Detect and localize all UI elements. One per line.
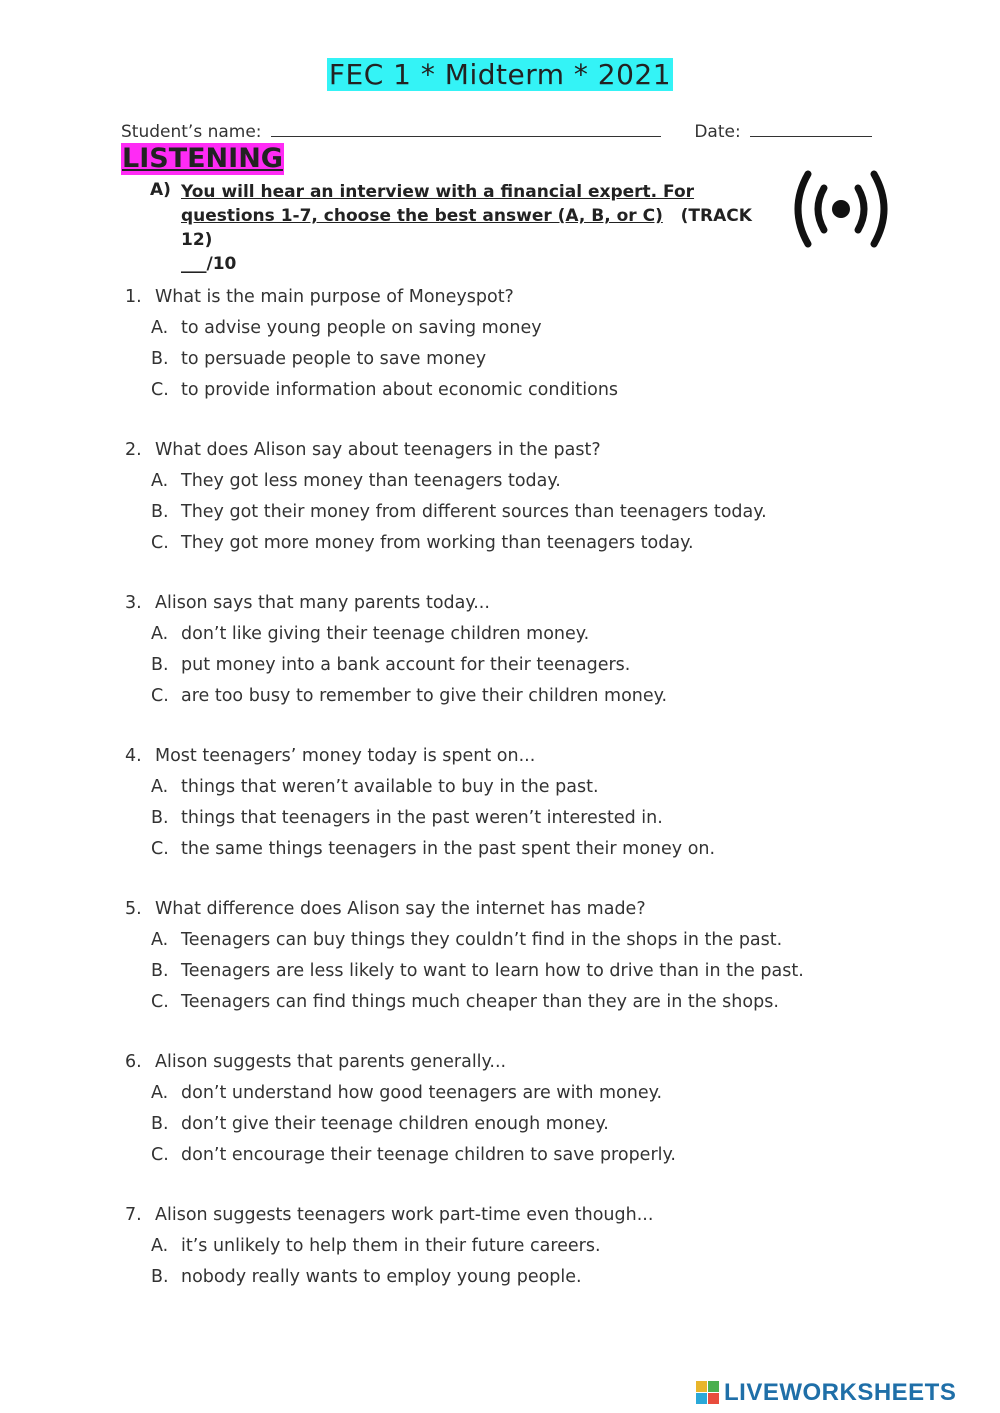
option-text: Teenagers are less likely to want to learn how to drive than in the past. — [181, 961, 804, 981]
question-item — [125, 588, 885, 712]
question-stem — [125, 1200, 885, 1231]
track-label: (TRACK 12) — [181, 206, 752, 250]
question-text: Alison says that many parents today... — [155, 593, 490, 613]
option-text: are too busy to remember to give their children money. — [181, 686, 668, 706]
option-letter: C. — [151, 839, 169, 859]
question-number: 1. — [125, 287, 142, 307]
question-item — [125, 282, 885, 406]
answer-option[interactable] — [125, 1262, 885, 1293]
option-letter: B. — [151, 655, 169, 675]
instruction-line-2: questions 1-7, choose the best answer (A, B, or C) — [181, 206, 663, 226]
question-stem — [125, 435, 885, 466]
answer-option[interactable] — [125, 925, 885, 956]
option-letter: A. — [151, 930, 169, 950]
question-item — [125, 1047, 885, 1171]
answer-option[interactable] — [125, 497, 885, 528]
question-stem — [125, 282, 885, 313]
title-text: FEC 1 * Midterm * 2021 — [328, 58, 672, 91]
question-number: 7. — [125, 1205, 142, 1225]
option-text: to persuade people to save money — [181, 349, 487, 369]
student-name-label: Student’s name: — [121, 122, 262, 142]
option-letter: C. — [151, 380, 169, 400]
option-text: They got less money than teenagers today. — [181, 471, 561, 491]
question-number: 6. — [125, 1052, 142, 1072]
question-item — [125, 435, 885, 559]
option-letter: C. — [151, 686, 169, 706]
option-text: don’t give their teenage children enough money. — [181, 1114, 609, 1134]
option-text: don’t encourage their teenage children to save properly. — [181, 1145, 676, 1165]
question-text: Alison suggests that parents generally... — [155, 1052, 507, 1072]
option-letter: C. — [151, 992, 169, 1012]
student-name-blank[interactable] — [271, 120, 661, 137]
student-info-line — [121, 120, 881, 142]
option-text: things that teenagers in the past weren’t interested in. — [181, 808, 663, 828]
answer-option[interactable] — [125, 803, 885, 834]
answer-option[interactable] — [125, 681, 885, 712]
option-letter: A. — [151, 471, 169, 491]
option-letter: A. — [151, 1083, 169, 1103]
answer-option[interactable] — [125, 466, 885, 497]
option-letter: B. — [151, 502, 169, 522]
option-letter: A. — [151, 1236, 169, 1256]
option-letter: B. — [151, 808, 169, 828]
question-item — [125, 894, 885, 1018]
answer-option[interactable] — [125, 650, 885, 681]
logo-text: LIVEWORKSHEETS — [724, 1379, 957, 1406]
question-list — [125, 282, 885, 1322]
question-stem — [125, 588, 885, 619]
option-text: They got more money from working than teenagers today. — [181, 533, 694, 553]
answer-option[interactable] — [125, 1140, 885, 1171]
answer-option[interactable] — [125, 344, 885, 375]
option-text: put money into a bank account for their teenagers. — [181, 655, 631, 675]
option-letter: B. — [151, 349, 169, 369]
page-title — [0, 58, 1000, 92]
option-text: Teenagers can buy things they couldn’t find in the shops in the past. — [181, 930, 783, 950]
date-blank[interactable] — [750, 120, 872, 137]
question-number: 5. — [125, 899, 142, 919]
option-letter: A. — [151, 777, 169, 797]
question-stem — [125, 894, 885, 925]
option-letter: A. — [151, 624, 169, 644]
option-letter: B. — [151, 961, 169, 981]
score-label: ___/10 — [181, 254, 237, 274]
date-label: Date: — [694, 122, 741, 142]
option-text: to advise young people on saving money — [181, 318, 542, 338]
answer-option[interactable] — [125, 1109, 885, 1140]
answer-option[interactable] — [125, 375, 885, 406]
radio-broadcast-icon[interactable] — [786, 168, 896, 250]
option-text: things that weren’t available to buy in the past. — [181, 777, 599, 797]
answer-option[interactable] — [125, 619, 885, 650]
question-text: What difference does Alison say the internet has made? — [155, 899, 646, 919]
option-text: They got their money from different sources than teenagers today. — [181, 502, 767, 522]
answer-option[interactable] — [125, 987, 885, 1018]
question-text: What is the main purpose of Moneyspot? — [155, 287, 514, 307]
question-text: Alison suggests teenagers work part-time even though... — [155, 1205, 654, 1225]
option-text: to provide information about economic conditions — [181, 380, 619, 400]
question-item — [125, 741, 885, 865]
answer-option[interactable] — [125, 956, 885, 987]
option-letter: C. — [151, 533, 169, 553]
liveworksheets-logo — [696, 1378, 956, 1408]
answer-option[interactable] — [125, 528, 885, 559]
question-stem — [125, 741, 885, 772]
instruction-letter: A) — [150, 180, 171, 200]
question-number: 4. — [125, 746, 142, 766]
answer-option[interactable] — [125, 834, 885, 865]
logo-mark-icon — [696, 1381, 720, 1405]
question-stem — [125, 1047, 885, 1078]
option-text: nobody really wants to employ young people. — [181, 1267, 582, 1287]
option-text: don’t like giving their teenage children money. — [181, 624, 590, 644]
instruction-line-1: You will hear an interview with a financial expert. For — [181, 182, 695, 202]
answer-option[interactable] — [125, 1231, 885, 1262]
question-text: Most teenagers’ money today is spent on... — [155, 746, 536, 766]
option-letter: B. — [151, 1267, 169, 1287]
option-letter: B. — [151, 1114, 169, 1134]
answer-option[interactable] — [125, 772, 885, 803]
question-number: 2. — [125, 440, 142, 460]
answer-option[interactable] — [125, 313, 885, 344]
question-item — [125, 1200, 885, 1293]
question-text: What does Alison say about teenagers in the past? — [155, 440, 601, 460]
option-text: it’s unlikely to help them in their future careers. — [181, 1236, 601, 1256]
option-letter: C. — [151, 1145, 169, 1165]
option-text: the same things teenagers in the past spent their money on. — [181, 839, 716, 859]
option-text: don’t understand how good teenagers are with money. — [181, 1083, 663, 1103]
option-letter: A. — [151, 318, 169, 338]
option-text: Teenagers can find things much cheaper than they are in the shops. — [181, 992, 779, 1012]
section-heading: LISTENING — [122, 143, 283, 174]
question-number: 3. — [125, 593, 142, 613]
answer-option[interactable] — [125, 1078, 885, 1109]
